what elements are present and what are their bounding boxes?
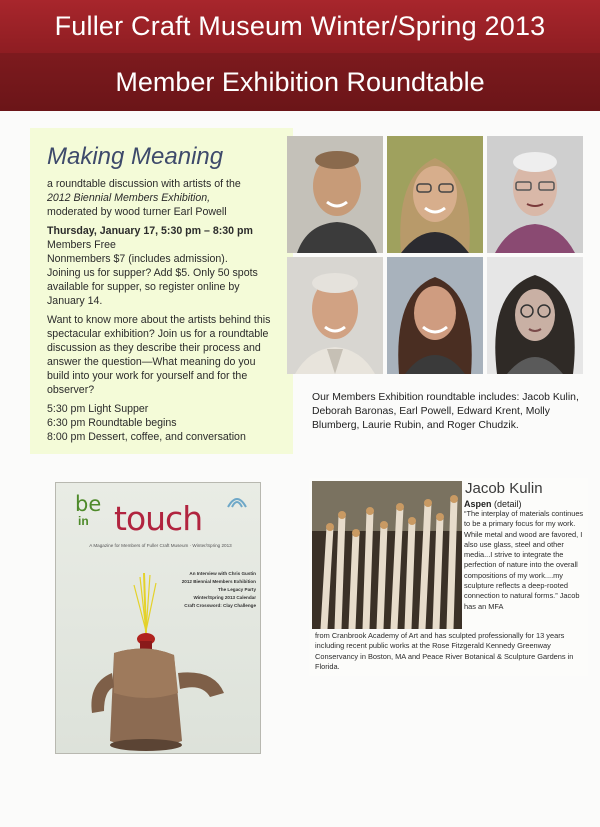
header-title: Fuller Craft Museum Winter/Spring 2013 — [0, 0, 600, 53]
artist-bio: from Cranbrook Academy of Art and has sculpted professionally for 13 years including recent public works at the Rose Fitzgerald Kennedy Greenway Conservancy in Boston, MA and Peace River Botanical & Sculpture Gardens in Florida. — [315, 631, 574, 671]
magazine-contents-item: An Interview with Chris Gustin — [189, 571, 256, 576]
event-members-price: Members Free — [47, 239, 116, 251]
event-nonmembers-price: Nonmembers $7 (includes admission). — [47, 253, 228, 265]
schedule-item: 6:30 pm Roundtable begins — [47, 417, 177, 429]
event-intro: a roundtable discussion with artists of the — [47, 178, 241, 190]
portrait-photo — [287, 136, 383, 253]
teapot-sculpture-image — [74, 573, 244, 754]
artist-statement: “The interplay of materials continues to be a primary focus for my work. While metal and wood are favored, I also use glass, steel and other media...I strive to integrate the perfection of nature into the overall compositions of my work....my sculpture reflects a deep-rooted connection to natural forms.” Jacob has an MFA — [464, 509, 584, 611]
event-panel — [30, 128, 293, 454]
artist-name: Jacob Kulin — [465, 480, 543, 497]
magazine-tagline: A Magazine for Members of Fuller Craft Museum · Winter/Spring 2013 — [89, 543, 232, 548]
artist-feature — [309, 478, 588, 676]
work-title-note: (detail) — [494, 499, 522, 509]
event-heading: Making Meaning — [47, 143, 224, 170]
work-title — [464, 499, 522, 509]
magazine-title-be: be — [75, 492, 102, 516]
portrait-photo — [287, 257, 383, 374]
magazine-logo-icon — [226, 491, 248, 514]
work-title-name: Aspen — [464, 499, 492, 509]
artist-portrait-grid — [287, 136, 583, 376]
event-details-block — [47, 224, 279, 308]
magazine-contents-item: Craft Crossword: Clay Challenge — [184, 603, 256, 608]
portrait-photo — [487, 136, 583, 253]
portrait-photo — [387, 136, 483, 253]
event-schedule — [47, 402, 279, 444]
magazine-title-in: in — [78, 514, 89, 528]
event-exhibition: 2012 Biennial Members Exhibition, — [47, 192, 211, 204]
schedule-item: 8:00 pm Dessert, coffee, and conversation — [47, 431, 246, 443]
event-question: Want to know more about the artists behind this spectacular exhibition? Join us for a roundtable discussion as they describe their process and answer the question—What meaning do you build into your work for yourself and for the observer? — [47, 314, 271, 396]
magazine-contents-item: 2012 Biennial Members Exhibition — [181, 579, 256, 584]
magazine-contents-item: Winter/Spring 2013 Calendar — [193, 595, 256, 600]
portrait-photo — [487, 257, 583, 374]
schedule-item: 5:30 pm Light Supper — [47, 403, 149, 415]
magazine-contents-item: The Legacy Party — [217, 587, 256, 592]
roundtable-roster: Our Members Exhibition roundtable includes: Jacob Kulin, Deborah Baronas, Earl Powell, Edward Krent, Molly Blumberg, Laurie Rubin, and Roger Chudzik. — [312, 392, 579, 431]
aspen-sculpture-image — [312, 481, 462, 629]
event-supper-note: Joining us for supper? Add $5. Only 50 spots available for supper, so register online by January 14. — [47, 267, 258, 307]
event-intro-block — [47, 177, 279, 219]
magazine-cover — [55, 482, 261, 754]
event-moderator: moderated by wood turner Earl Powell — [47, 206, 227, 218]
magazine-title-touch: touch — [114, 499, 203, 538]
event-date: Thursday, January 17, 5:30 pm – 8:30 pm — [47, 225, 253, 237]
header-subtitle: Member Exhibition Roundtable — [0, 53, 600, 111]
portrait-photo — [387, 257, 483, 374]
